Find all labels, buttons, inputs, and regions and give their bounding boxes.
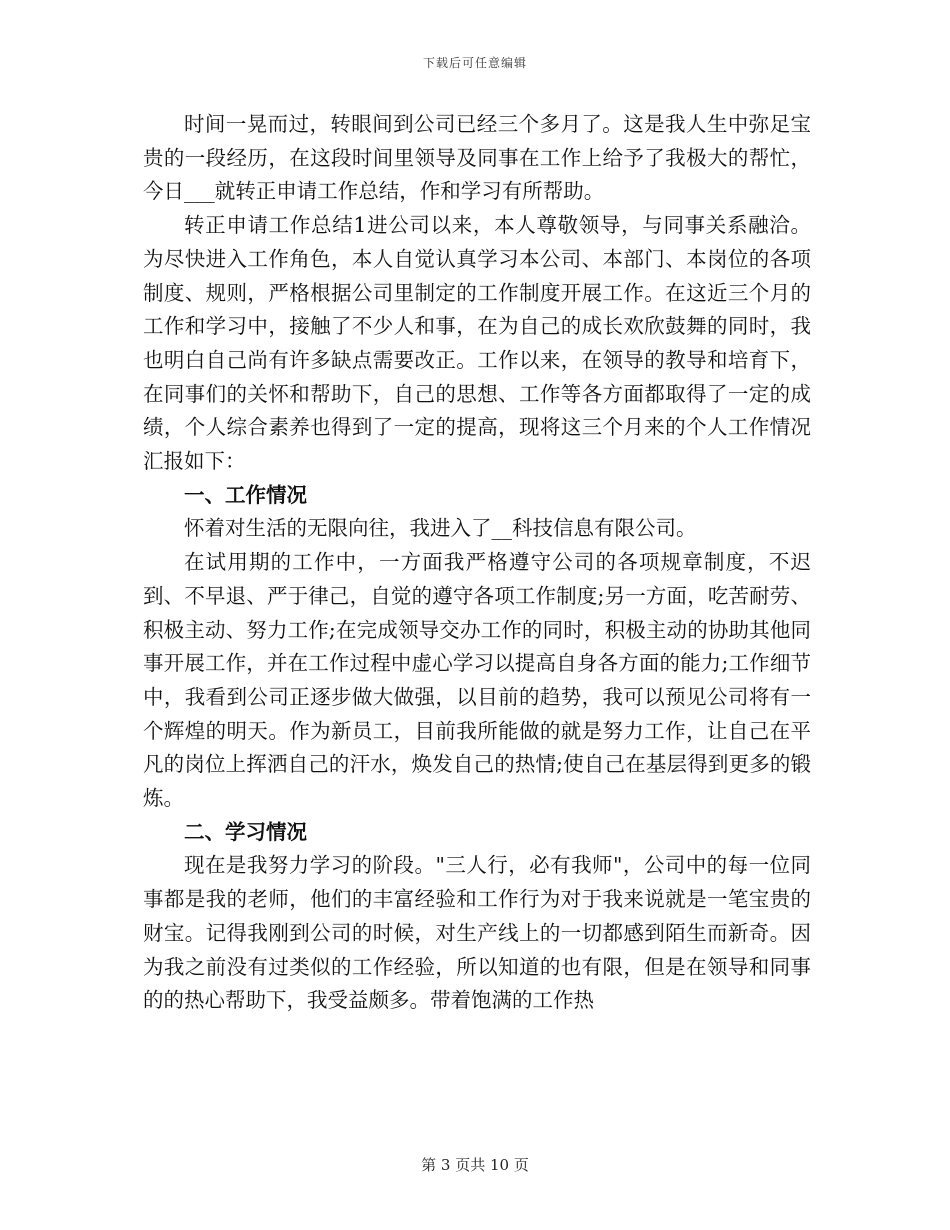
page-number: 第 3 页共 10 页	[421, 1156, 529, 1174]
paragraph-work-1: 怀着对生活的无限向往，我进入了__科技信息有限公司。	[184, 516, 697, 541]
page-header: 下载后可任意编辑	[422, 56, 527, 70]
section-heading-work: 一、工作情况	[184, 482, 307, 507]
paragraph-study-1: 现在是我努力学习的阶段。"三人行，必有我师"，公司中的每一位同事都是我的老师，他们的丰富经验和工作行为对于我来说就是一笔宝贵的财宝。记得我刚到公司的时候，对生产线上的一切都感到陌生而新奇。因为我之前没有过类似的工作经验，所以知道的也有限，但是在领导和同事的的热心帮助下，我受益颇多。带着饱满的工作热	[143, 853, 811, 1013]
document-body	[143, 108, 811, 1018]
paragraph-summary: 转正申请工作总结1进公司以来，本人尊敬领导，与同事关系融洽。为尽快进入工作角色，本人自觉认真学习本公司、本部门、本岗位的各项制度、规则，严格根据公司里制定的工作制度开展工作。在这近三个月的工作和学习中，接触了不少人和事，在为自己的成长欢欣鼓舞的同时，我也明白自己尚有许多缺点需要改正。工作以来，在领导的教导和培育下，在同事们的关怀和帮助下，自己的思想、工作等各方面都取得了一定的成绩，个人综合素养也得到了一定的提高，现将这三个月来的个人工作情况汇报如下：	[143, 213, 811, 474]
paragraph-work-2: 在试用期的工作中，一方面我严格遵守公司的各项规章制度，不迟到、不早退、严于律己，自觉的遵守各项工作制度;另一方面，吃苦耐劳、积极主动、努力工作;在完成领导交办工作的同时，积极主动的协助其他同事开展工作，并在工作过程中虚心学习以提高自身各方面的能力;工作细节中，我看到公司正逐步做大做强，以目前的趋势，我可以预见公司将有一个辉煌的明天。作为新员工，目前我所能做的就是努力工作，让自己在平凡的岗位上挥洒自己的汗水，焕发自己的热情;使自己在基层得到更多的锻炼。	[143, 550, 811, 811]
section-heading-study: 二、学习情况	[184, 819, 307, 844]
paragraph-intro: 时间一晃而过，转眼间到公司已经三个多月了。这是我人生中弥足宝贵的一段经历，在这段时间里领导及同事在工作上给予了我极大的帮忙，今日___就转正申请工作总结，作和学习有所帮助。	[143, 112, 811, 204]
